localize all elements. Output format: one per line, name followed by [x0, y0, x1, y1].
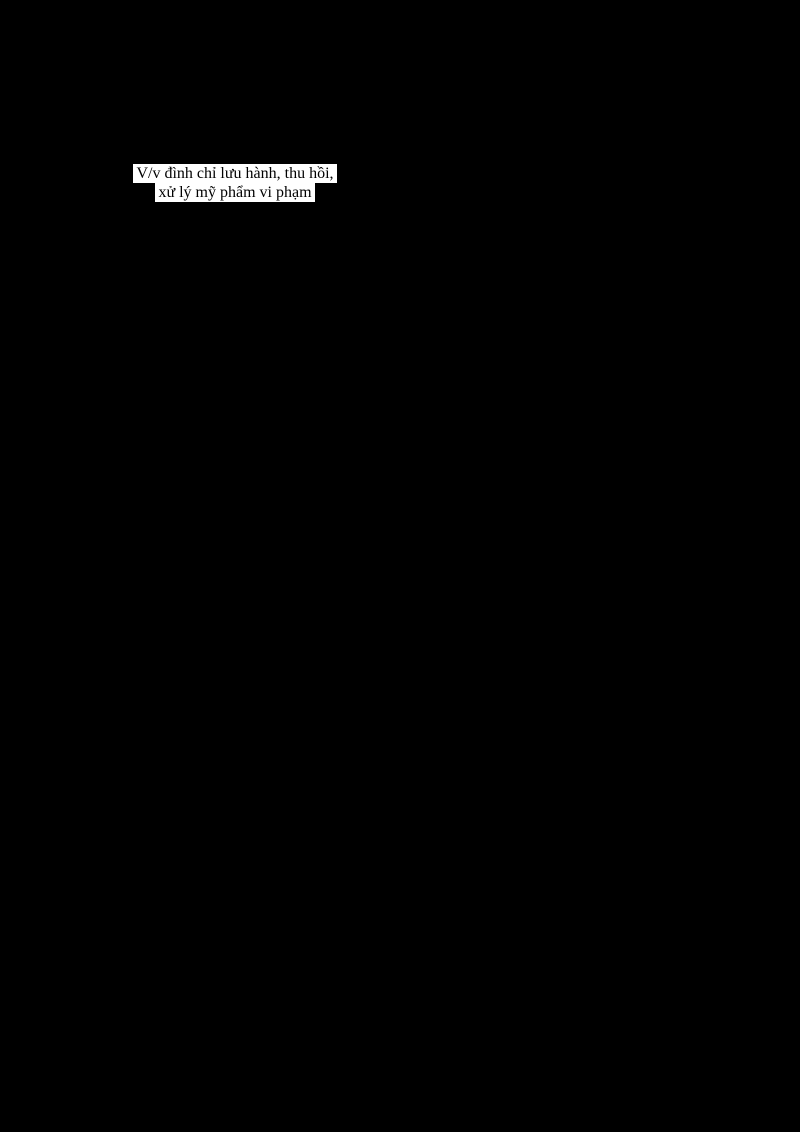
document-subject-block [130, 164, 340, 202]
subject-line-1: V/v đình chỉ lưu hành, thu hồi, [133, 164, 336, 183]
subject-line-2: xử lý mỹ phẩm vi phạm [155, 183, 314, 202]
subject-row [130, 183, 340, 202]
subject-row [130, 164, 340, 183]
